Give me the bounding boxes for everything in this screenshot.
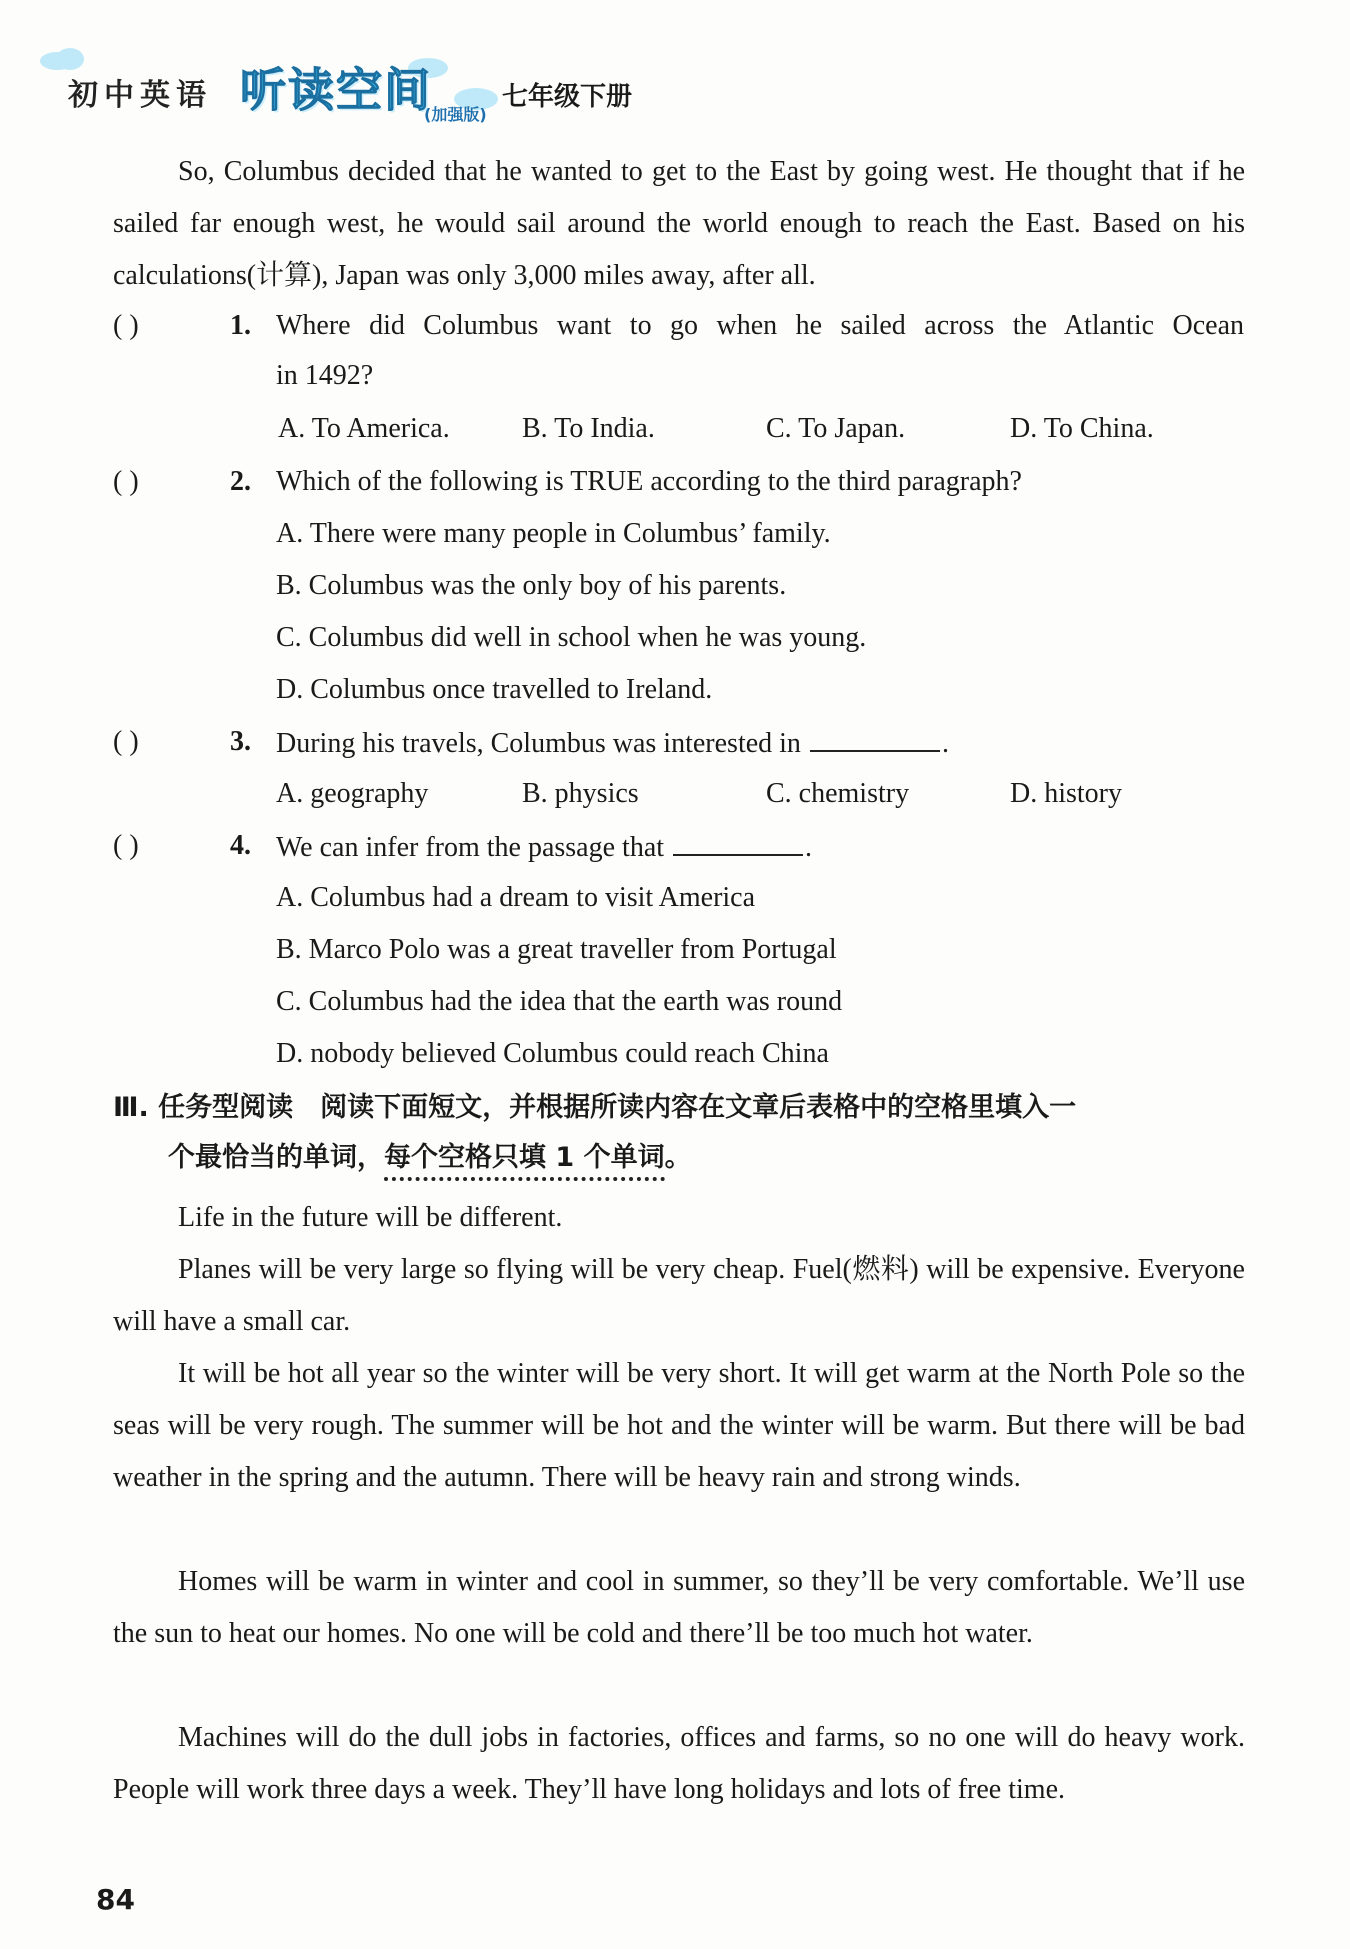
question-number: 1. <box>230 310 251 341</box>
option-c[interactable]: C. Columbus did well in school when he was young. <box>276 622 867 653</box>
passage-paragraph-4: Homes will be warm in winter and cool in summer, so they’ll be very comfortable. We’ll use the sun to heat our homes. No one will be cold and there’ll be too much hot water. <box>113 1566 1245 1649</box>
instruction-after: 。 <box>664 1142 692 1173</box>
option-d[interactable]: D. history <box>1010 778 1122 809</box>
option-c[interactable]: C. chemistry <box>766 778 910 809</box>
page-number: 84 <box>96 1883 135 1916</box>
cloud-decoration-icon <box>56 48 84 70</box>
option-a[interactable]: A. To America. <box>278 413 450 444</box>
option-c[interactable]: C. Columbus had the idea that the earth was round <box>276 986 843 1017</box>
answer-paren[interactable]: ( ) <box>113 466 139 497</box>
option-b[interactable]: B. Columbus was the only boy of his parents. <box>276 570 787 601</box>
question-number: 2. <box>230 466 251 497</box>
passage-paragraph-2: Planes will be very large so flying will be very cheap. Fuel(燃料) will be expensive. Everyone will have a small car. <box>113 1254 1245 1337</box>
option-a[interactable]: A. geography <box>276 778 429 809</box>
question-number: 4. <box>230 830 251 861</box>
answer-blank[interactable] <box>810 726 940 752</box>
intro-paragraph: So, Columbus decided that he wanted to get to the East by going west. He thought that if he sailed far enough west, he would sail around the world enough to reach the East. Based on his calculations(计算), Japan was only 3,000 miles away, after all. <box>113 156 1245 291</box>
brand-logo: 听读空间 <box>240 63 432 117</box>
passage-paragraph-3: It will be hot all year so the winter will be very short. It will get warm at the North Pole so the seas will be very rough. The summer will be hot and the winter will be warm. But there will be bad weather in the spring and the autumn. There will be heavy rain and strong winds. <box>113 1358 1245 1493</box>
book-title: 初中英语 <box>68 78 212 113</box>
answer-paren[interactable]: ( ) <box>113 726 139 757</box>
edition-label: (加强版) <box>424 105 487 124</box>
question-number: 3. <box>230 726 251 757</box>
answer-blank[interactable] <box>673 830 803 856</box>
page-header <box>40 52 740 132</box>
answer-paren[interactable]: ( ) <box>113 310 139 341</box>
passage-paragraph-5: Machines will do the dull jobs in factories, offices and farms, so no one will do heavy work. People will work three days a week. They’ll have long holidays and lots of free time. <box>113 1722 1245 1805</box>
question-text: Where did Columbus want to go when he sailed across the Atlantic Ocean <box>276 310 1244 341</box>
question-text-before: We can infer from the passage that <box>276 832 665 863</box>
option-a[interactable]: A. There were many people in Columbus’ family. <box>276 518 831 549</box>
grade-label: 七年级下册 <box>502 82 633 112</box>
question-text-before: During his travels, Columbus was interested in <box>276 728 801 759</box>
section-title: Ⅲ. 任务型阅读 阅读下面短文，并根据所读内容在文章后表格中的空格里填入一 <box>113 1092 1077 1123</box>
option-a[interactable]: A. Columbus had a dream to visit America <box>276 882 756 913</box>
option-c[interactable]: C. To Japan. <box>766 413 906 444</box>
instruction-emphasis: 每个空格只填 1 个单词 <box>384 1142 665 1181</box>
option-b[interactable]: B. physics <box>522 778 639 809</box>
option-b[interactable]: B. Marco Polo was a great traveller from Portugal <box>276 934 837 965</box>
question-text <box>276 830 812 864</box>
option-d[interactable]: D. Columbus once travelled to Ireland. <box>276 674 713 705</box>
option-b[interactable]: B. To India. <box>522 413 655 444</box>
question-text: Which of the following is TRUE according to the third paragraph? <box>276 466 1022 497</box>
question-text-after: . <box>805 832 813 863</box>
option-d[interactable]: D. nobody believed Columbus could reach China <box>276 1038 829 1069</box>
question-text-cont: in 1492? <box>276 360 374 391</box>
answer-paren[interactable]: ( ) <box>113 830 139 861</box>
question-text <box>276 726 949 760</box>
passage-paragraph-1: Life in the future will be different. <box>178 1202 563 1233</box>
instruction-before: 个最恰当的单词， <box>168 1142 384 1173</box>
option-d[interactable]: D. To China. <box>1010 413 1154 444</box>
question-text-after: . <box>941 728 949 759</box>
section-instruction <box>168 1135 692 1174</box>
